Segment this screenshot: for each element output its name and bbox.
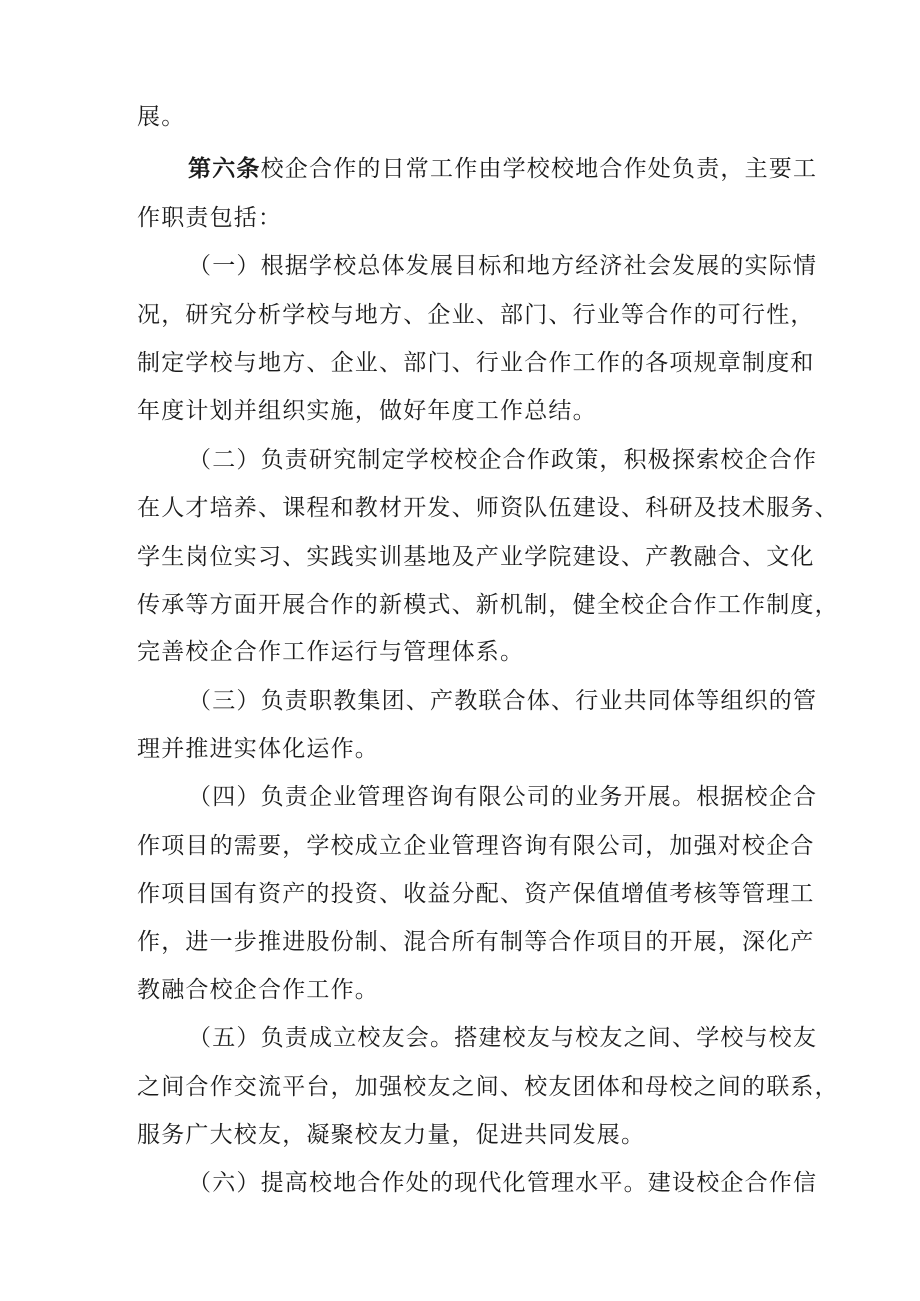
item-4-line-4: 作，进一步推进股份制、混合所有制等合作项目的开展，深化产 [137,929,815,955]
continuation-text: 展。 [137,104,186,130]
item-1-line-4: 年度计划并组织实施，做好年度工作总结。 [137,398,597,424]
item-4-line-1: （四）负责企业管理咨询有限公司的业务开展。根据校企合 [188,784,818,810]
item-4-line-5: 教融合校企合作工作。 [137,977,379,1003]
article-intro-line-2: 作职责包括： [137,205,283,231]
item-2-line-5: 完善校企合作工作运行与管理体系。 [137,639,525,665]
item-1-line-1: （一）根据学校总体发展目标和地方经济社会发展的实际情 [188,253,818,279]
item-2-line-2: 在人才培养、课程和教材开发、师资队伍建设、科研及技术服务、 [137,495,839,521]
item-3-line-1: （三）负责职教集团、产教联合体、行业共同体等组织的管 [188,688,818,714]
item-2-line-4: 传承等方面开展合作的新模式、新机制，健全校企合作工作制度， [137,592,839,618]
article-intro-line-1 [188,153,817,185]
item-1-line-2: 况，研究分析学校与地方、企业、部门、行业等合作的可行性， [137,302,815,328]
item-2-line-1: （二）负责研究制定学校校企合作政策，积极探索校企合作 [188,447,818,473]
item-4-line-2: 作项目的需要，学校成立企业管理咨询有限公司，加强对校企合 [137,833,815,859]
item-4-line-3: 作项目国有资产的投资、收益分配、资产保值增值考核等管理工 [137,881,815,907]
item-5-line-3: 服务广大校友，凝聚校友力量，促进共同发展。 [137,1122,646,1148]
item-5-line-1: （五）负责成立校友会。搭建校友与校友之间、学校与校友 [188,1025,818,1051]
item-3-line-2: 理并推进实体化运作。 [137,736,379,762]
article-intro-text-1: 校企合作的日常工作由学校校地合作处负责，主要工 [260,156,818,182]
item-5-line-2: 之间合作交流平台，加强校友之间、校友团体和母校之间的联系， [137,1074,839,1100]
item-1-line-3: 制定学校与地方、企业、部门、行业合作工作的各项规章制度和 [137,350,815,376]
item-2-line-3: 学生岗位实习、实践实训基地及产业学院建设、产教融合、文化 [137,544,815,570]
article-heading: 第六条 [188,155,261,182]
item-6-line-1: （六）提高校地合作处的现代化管理水平。建设校企合作信 [188,1170,818,1196]
